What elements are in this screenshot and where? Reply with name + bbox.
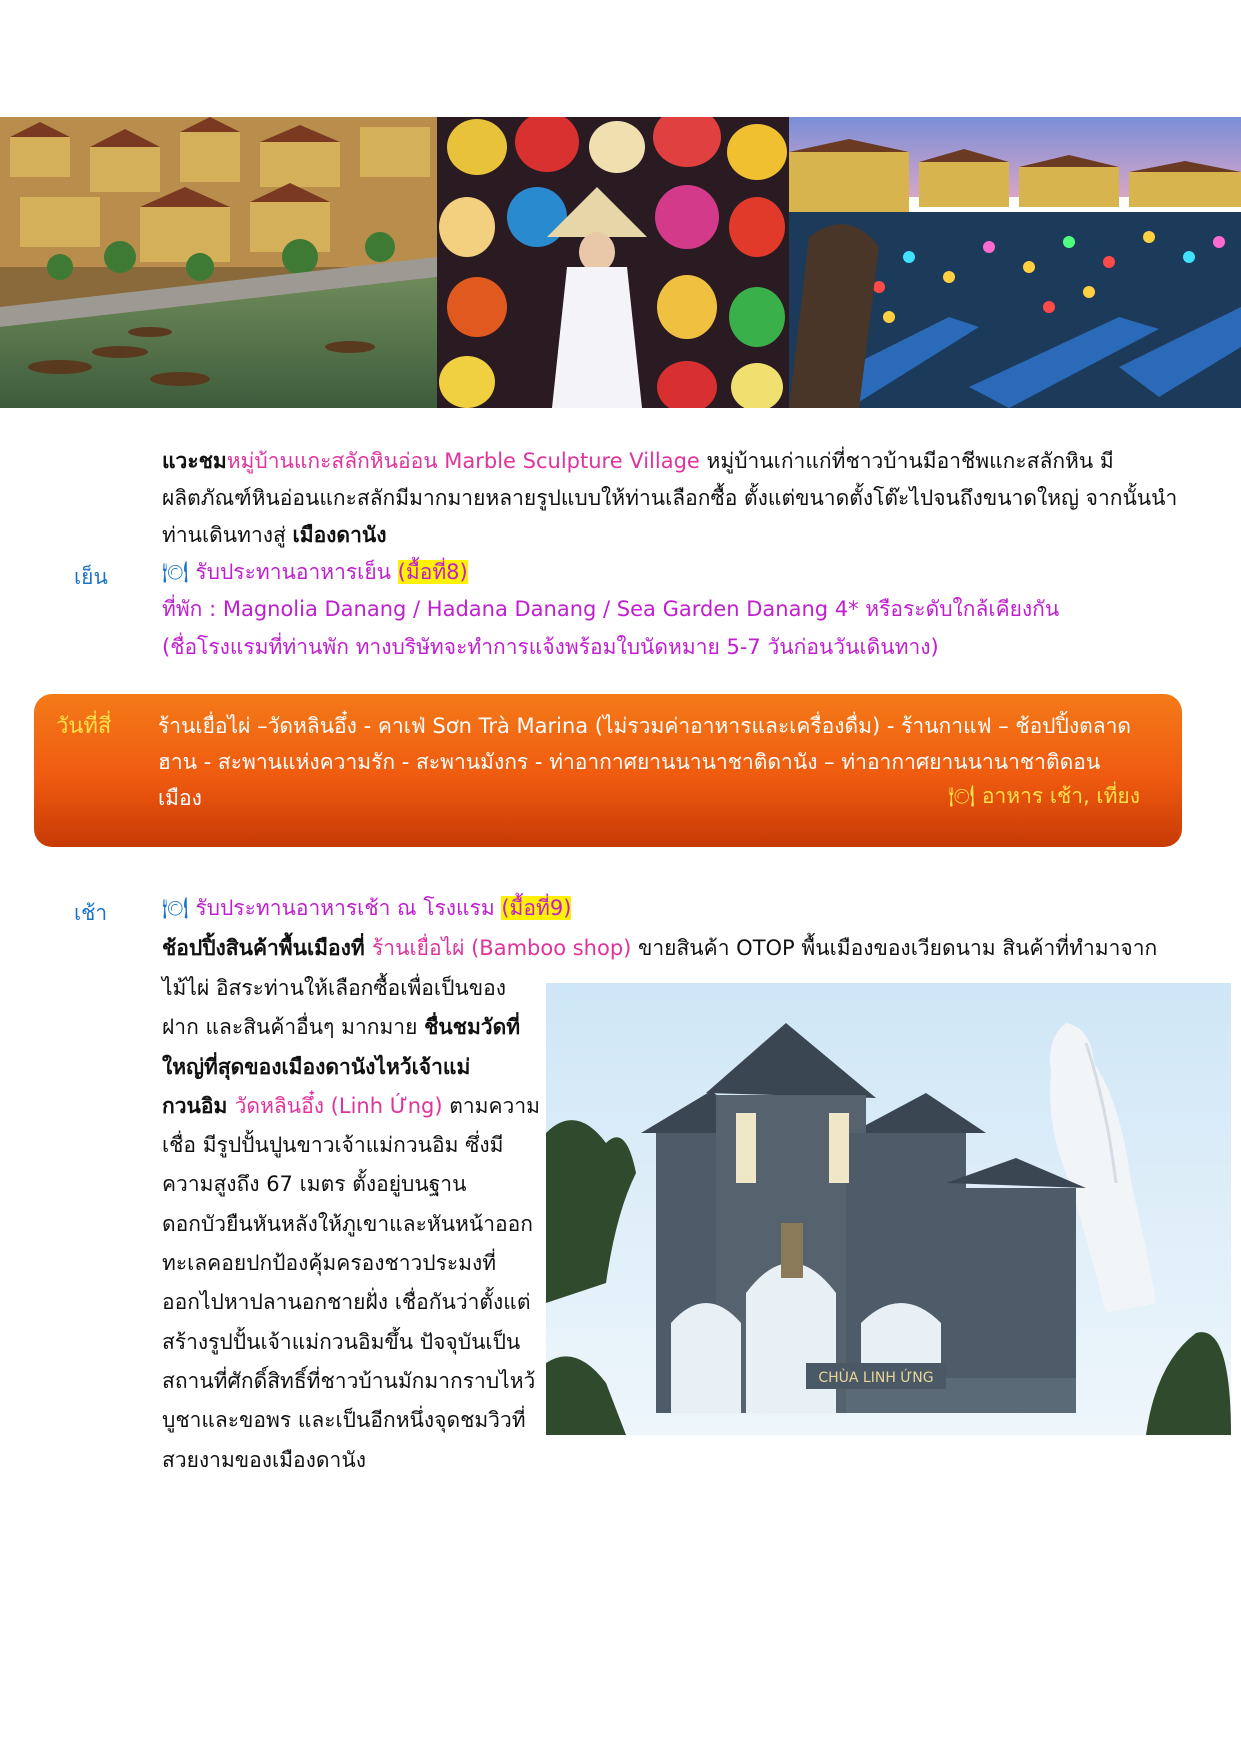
breakfast-text: รับประทานอาหารเช้า ณ โรงแรม <box>188 896 502 920</box>
paragraph-text: ผลิตภัณฑ์หินอ่อนแกะสลักมีมากมายหลายรูปแบบให้ท่านเลือกซื้อ ตั้งแต่ขนาดตั้งโต๊ะไปจนถึงขนาดใหญ่ จากนั้นนำ <box>162 486 1178 510</box>
day-label: วันที่สี่ <box>56 714 112 739</box>
itinerary-line: เมือง <box>158 786 202 810</box>
visit-prefix: แวะชม <box>162 449 227 473</box>
temple-sign-text: CHÙA LINH ỨNG <box>818 1370 934 1386</box>
paragraph-line: เชื่อ มีรูปปั้นปูนขาวเจ้าแม่กวนอิม ซึ่งมี <box>162 1133 504 1158</box>
day-meals <box>949 780 1141 813</box>
time-label-evening: เย็น <box>74 565 108 589</box>
paragraph-bold: กวนอิม <box>162 1093 235 1118</box>
hoi-an-aerial-river-photo <box>0 117 437 408</box>
time-label-morning: เช้า <box>74 901 108 925</box>
breakfast-line <box>162 890 571 927</box>
paragraph-text: หมู่บ้านเก่าแก่ที่ชาวบ้านมีอาชีพแกะสลักหิน มี <box>699 449 1114 473</box>
marble-village-name: หมู่บ้านแกะสลักหินอ่อน Marble Sculpture Village <box>226 449 700 473</box>
dinner-line <box>162 554 468 591</box>
meal-plate-icon: 🍽 <box>162 560 189 584</box>
paragraph-text: ฝาก และสินค้าอื่นๆ มากมาย <box>162 1015 425 1040</box>
paragraph-line: สร้างรูปปั้นเจ้าแม่กวนอิมขึ้น ปัจจุบันเป็น <box>162 1329 521 1354</box>
meal-number-badge: (มื้อที่9) <box>501 896 572 920</box>
paragraph-text: ตามความ <box>442 1093 540 1118</box>
lantern-shop-woman-ao-dai-photo <box>437 117 789 408</box>
paragraph-line: ความสูงถึง 67 เมตร ตั้งอยู่บนฐาน <box>162 1172 467 1197</box>
linh-ung-temple-photo <box>546 983 1231 1435</box>
itinerary-line: ฮาน - สะพานแห่งความรัก - สะพานมังกร - ท่าอากาศยานนานาชาติดานัง – ท่าอากาศยานนานาชาติดอน <box>158 750 1101 774</box>
paragraph-text: ขายสินค้า OTOP พื้นเมืองของเวียดนาม สินค้าที่ทำมาจาก <box>631 936 1158 960</box>
hotel-note: (ชื่อโรงแรมที่ท่านพัก ทางบริษัทจะทำการแจ้งพร้อมใบนัดหมาย 5-7 วันก่อนวันเดินทาง) <box>162 635 939 659</box>
linh-ung-temple-name: วัดหลินอึ๋ง (Linh Ứng) <box>234 1093 443 1118</box>
itinerary-line: ร้านเยื่อไผ่ –วัดหลินอึ๋ง - คาเฟ่ Sơn Trà Marina (ไม่รวมค่าอาหารและเครื่องดื่ม) - ร้านกาแฟ – ช้อปปิ้งตลาด <box>158 714 1132 738</box>
paragraph-text: ท่านเดินทางสู่ <box>162 523 293 547</box>
linh-ung-paragraph <box>162 969 540 1480</box>
hotel-line: ที่พัก : Magnolia Danang / Hadana Danang / Sea Garden Danang 4* หรือระดับใกล้เคียงกัน <box>162 597 1060 621</box>
paragraph-line: ทะเลคอยปกป้องคุ้มครองชาวประมงที่ <box>162 1251 497 1276</box>
paragraph-line: สวยงามของเมืองดานัง <box>162 1447 366 1472</box>
paragraph-line: ไม้ไผ่ อิสระท่านให้เลือกซื้อเพื่อเป็นของ <box>162 976 506 1000</box>
paragraph-line: สถานที่ศักดิ์สิทธิ์ที่ชาวบ้านมักมากราบไหว้ <box>162 1368 536 1393</box>
dinner-text: รับประทานอาหารเย็น <box>188 560 398 584</box>
shopping-line <box>162 930 1172 967</box>
bamboo-shop-name: ร้านเยื่อไผ่ (Bamboo shop) <box>372 936 632 960</box>
paragraph-bold: ใหญ่ที่สุดของเมืองดานังไหว้เจ้าแม่ <box>162 1054 471 1079</box>
day4-banner <box>34 694 1182 847</box>
destination-danang: เมืองดานัง <box>292 523 387 547</box>
paragraph-line: บูชาและขอพร และเป็นอีกหนึ่งจุดชมวิวที่ <box>162 1408 526 1433</box>
paragraph-line: ดอกบัวยืนหันหลังให้ภูเขาและหันหน้าออก <box>162 1211 533 1236</box>
shopping-heading: ช้อปปิ้งสินค้าพื้นเมืองที่ <box>162 936 373 960</box>
meal-plate-icon: 🍽 <box>948 784 976 808</box>
paragraph-bold: ชื่นชมวัดที่ <box>424 1015 521 1040</box>
meals-text: อาหาร เช้า, เที่ยง <box>975 784 1140 808</box>
hoi-an-night-river-boats-photo <box>789 117 1241 408</box>
meal-plate-icon: 🍽 <box>162 896 189 920</box>
paragraph-line: ออกไปหาปลานอกชายฝั่ง เชื่อกันว่าตั้งแต่ <box>162 1290 531 1315</box>
meal-number-badge: (มื้อที่8) <box>397 560 468 584</box>
marble-village-paragraph <box>162 443 1178 554</box>
